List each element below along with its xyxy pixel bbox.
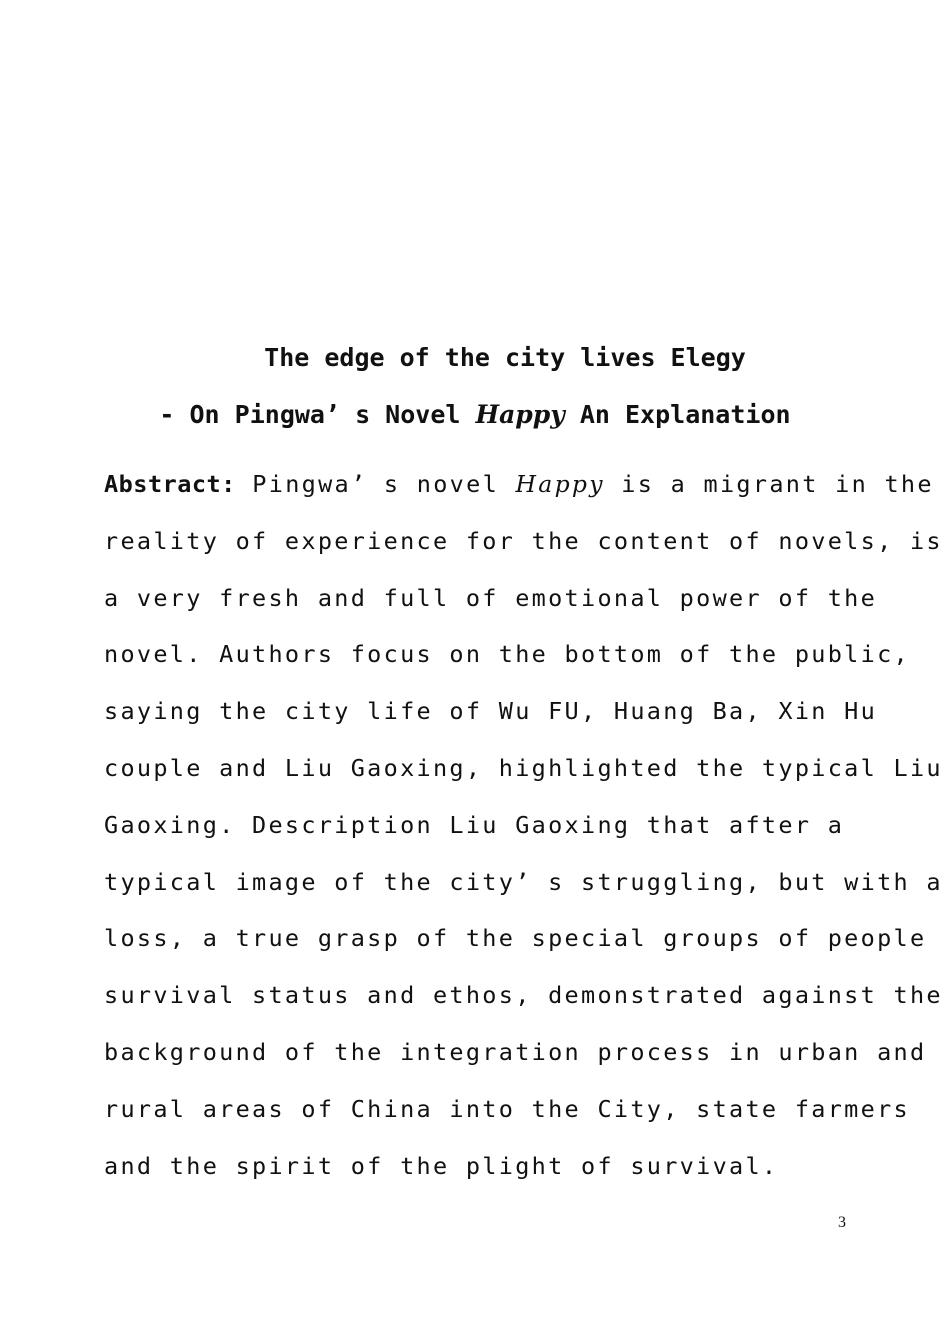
subtitle-novel-title: Happy [475,400,565,429]
paper-title: The edge of the city lives Elegy [264,343,746,372]
abstract-line: a very fresh and full of emotional power of the [104,583,878,612]
abstract-line: couple and Liu Gaoxing, highlighted the typical Liu [104,753,943,782]
abstract-line: rural areas of China into the City, state farmers [104,1094,910,1123]
paper-subtitle [0,400,950,430]
abstract-first-suffix: is a migrant in the [604,470,934,498]
abstract-line [104,456,934,513]
abstract-line: saying the city life of Wu FU, Huang Ba, Xin Hu [104,697,878,726]
abstract-label: Abstract: [104,470,236,498]
subtitle-suffix: An Explanation [564,400,791,429]
abstract-first-prefix: Pingwa’ s novel [235,470,516,498]
abstract-line: reality of experience for the content of novels, is [104,526,943,555]
abstract-line: and the spirit of the plight of survival. [104,1151,779,1180]
abstract-line: Gaoxing. Description Liu Gaoxing that after a [104,810,845,839]
abstract-novel-title: Happy [515,470,605,498]
abstract-line: novel. Authors focus on the bottom of the public, [104,640,910,669]
page-number: 3 [838,1214,846,1231]
abstract-line: loss, a true grasp of the special groups of people [104,924,927,953]
abstract-line: typical image of the city’ s struggling, but with a [104,867,943,896]
abstract-line: background of the integration process in urban and [104,1037,927,1066]
subtitle-prefix: - On Pingwa’ s Novel [159,400,476,429]
abstract-paragraph [104,456,943,1194]
abstract-line: survival status and ethos, demonstrated against the [104,981,943,1010]
